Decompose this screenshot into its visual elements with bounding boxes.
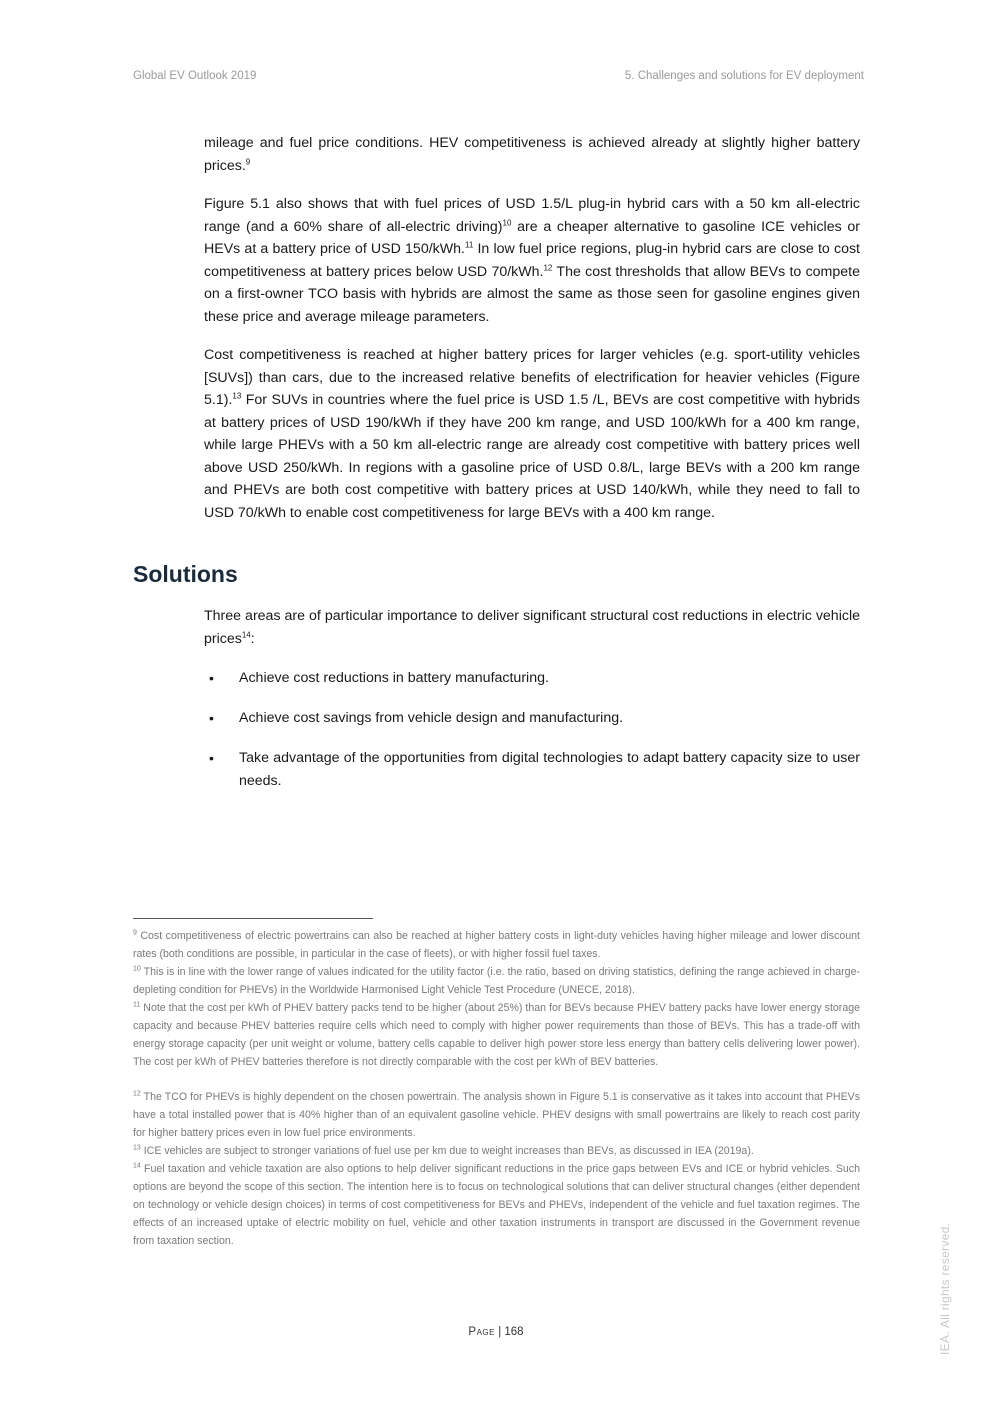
footnote-13: $^{13}$ ICE vehicles are subject to stronger variations of fuel use per km due to weight increases than BEVs, as discussed in IEA (2019a). — [133, 1144, 754, 1157]
footnote-11: $^{11}$ Note that the cost per kWh of PHEV battery packs tend to be higher (about 25%) than for BEVs because PHEV battery packs have lower energy storage capacity and because PHEV batteries require cells which need to comply with higher power requirements than those of BEVs. This has a trade-off with energy storage capacity (per unit weight or volume, battery cells capable to deliver high power store less energy than battery cells delivering lower power). The cost per kWh of PHEV batteries therefore is not directly comparable with the cost per kWh of BEV batteries. — [133, 1001, 860, 1068]
bullet-icon: • — [209, 670, 214, 686]
footnote-ref-13[interactable]: 13 — [232, 391, 242, 401]
list-item: • Take advantage of the opportunities from digital technologies to adapt battery capacity size to user needs. — [204, 747, 860, 792]
paragraph-plug-in-hybrid: Figure 5.1 also shows that with fuel prices of USD 1.5/L plug-in hybrid cars with a 50 km all-electric range (and a 60% share of all-electric driving)$^{10}$ are a cheaper alternative to gasoline ICE vehicles or HEVs at a battery price of USD 150/kWh.$^{11}$ In low fuel price regions, plug-in hybrid cars are close to cost competitiveness at battery prices below USD 70/kWh.$^{12}$ The cost thresholds that allow BEVs to compete on a first-owner TCO basis with hybrids are almost the same as those seen for gasoline engines given these price and average mileage parameters. — [204, 196, 860, 325]
list-item: • Achieve cost savings from vehicle design and manufacturing. — [204, 707, 860, 730]
section-heading-solutions: Solutions — [133, 561, 238, 587]
footnote-ref-11[interactable]: 11 — [464, 240, 474, 250]
paragraph-hev-competitiveness: mileage and fuel price conditions. HEV competitiveness is achieved already at slightly higher battery prices.$^9$ — [204, 135, 860, 174]
footnote-9: $^9$ Cost competitiveness of electric powertrains can also be reached at higher battery costs in light-duty vehicles having higher mileage and lower discount rates (both conditions are possible, in particular in the case of fleets), or with higher fossil fuel taxes. — [133, 929, 860, 960]
footnote-ref-12[interactable]: 12 — [543, 262, 553, 272]
bullet-icon: • — [209, 710, 214, 726]
running-header-title: Global EV Outlook 2019 — [133, 70, 257, 82]
footnote-ref-9[interactable]: 9 — [245, 156, 251, 166]
footnote-14: $^{14}$ Fuel taxation and vehicle taxation are also options to help deliver significant reductions in the price gaps between EVs and ICE or hybrid vehicles. Such options are beyond the scope of this section. The intention here is to focus on technological solutions that can deliver structural changes (either dependent on technology or vehicle design choices) in terms of cost competitiveness for BEVs and PHEVs, independent of the vehicle and fuel taxation regimes. The effects of an increased uptake of electric mobility on fuel, vehicle and other taxation instruments in transport are discussed in the Government revenue from taxation section. — [133, 1162, 860, 1247]
list-item: • Achieve cost reductions in battery manufacturing. — [204, 667, 860, 690]
footnote-ref-14[interactable]: 14 — [241, 629, 251, 639]
page-number: Page | 168 — [468, 1326, 524, 1338]
paragraph-larger-vehicles: Cost competitiveness is reached at higher battery prices for larger vehicles (e.g. sport-utility vehicles [SUVs]) than cars, due to the increased relative benefits of electrification for heavier vehicles (Figure 5.1).$^{13}$ For SUVs in countries where the fuel price is USD 1.5 /L, BEVs are cost competitive with hybrids at battery prices of USD 190/kWh if they have 200 km range, and USD 100/kWh for a 400 km range, while large PHEVs with a 50 km all-electric range are already cost competitive with battery prices well above USD 250/kWh. In regions with a gasoline price of USD 0.8/L, large BEVs with a 200 km range and PHEVs are both cost competitive with battery prices at USD 140/kWh, while they need to fall to USD 70/kWh to enable cost competitiveness for large BEVs with a 400 km range. — [204, 347, 860, 521]
running-header-chapter: 5. Challenges and solutions for EV deployment — [624, 70, 864, 82]
footnote-divider — [133, 918, 373, 919]
paragraph-three-areas: Three areas are of particular importance to deliver significant structural cost reductions in electric vehicle prices$^{14}$: — [204, 608, 860, 647]
footnote-ref-10[interactable]: 10 — [502, 217, 512, 227]
bullet-icon: • — [209, 750, 214, 766]
footnote-12: $^{12}$ The TCO for PHEVs is highly dependent on the chosen powertrain. The analysis shown in Figure 5.1 is conservative as it takes into account that PHEVs have a total installed power that is 40% higher than of an equivalent gasoline vehicle. PHEV designs with small powertrains are likely to reach cost parity for higher battery prices even in low fuel price environments. — [133, 1090, 860, 1139]
footnote-10: $^{10}$ This is in line with the lower range of values indicated for the utility factor (i.e. the ratio, based on driving statistics, defining the range achieved in charge-depleting condition for PHEVs) in the Worldwide Harmonised Light Vehicle Test Procedure (UNECE, 2018). — [133, 965, 860, 996]
rights-notice: IEA. All rights reserved. — [938, 1222, 952, 1355]
